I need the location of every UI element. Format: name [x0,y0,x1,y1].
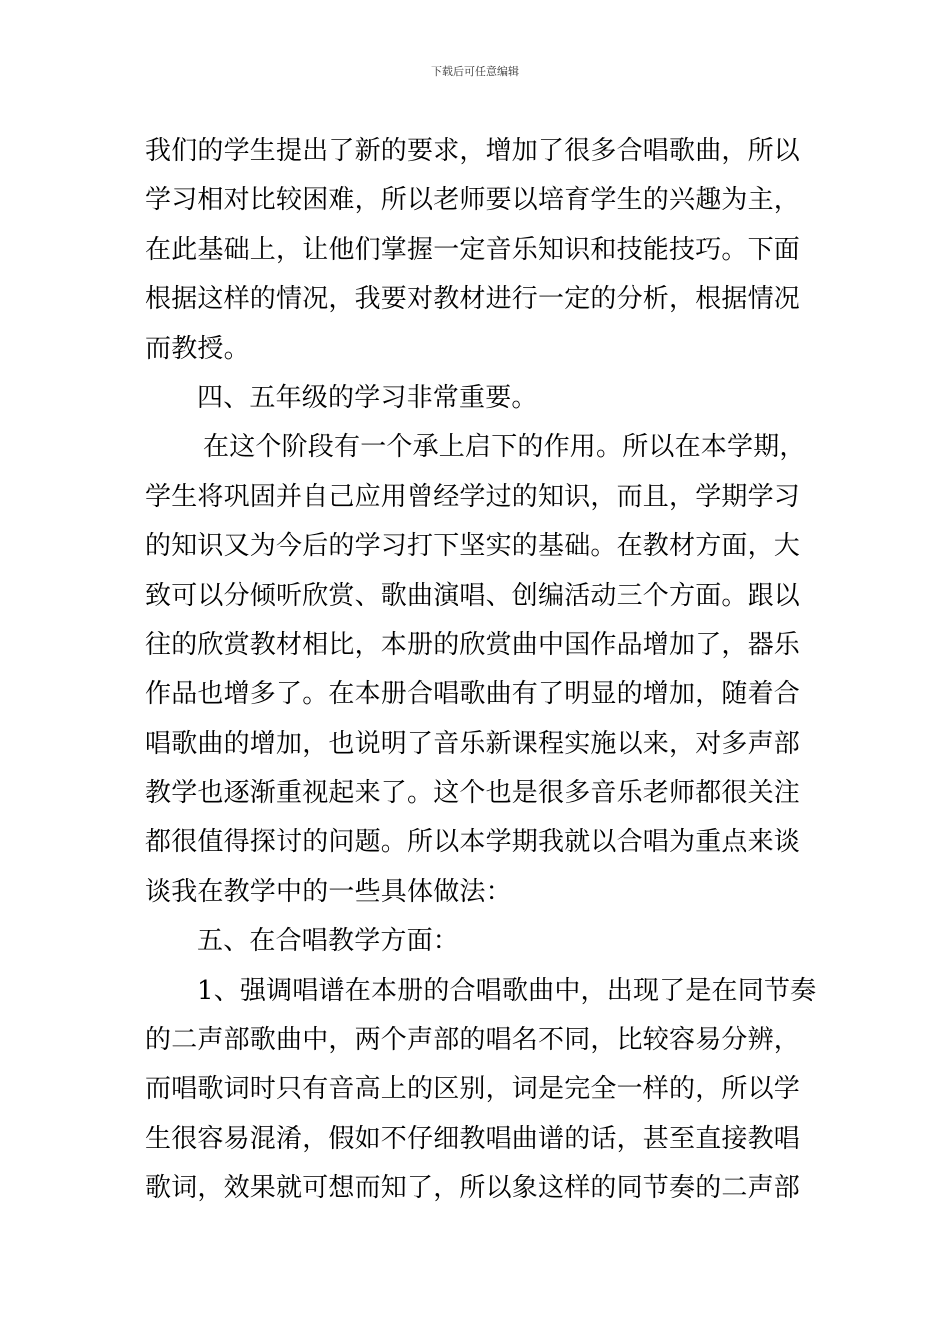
text-line: 唱歌曲的增加，也说明了音乐新课程实施以来，对多声部 [145,728,801,759]
text-line: 在此基础上，让他们掌握一定音乐知识和技能技巧。下面 [145,234,801,265]
list-item-1: 1、强调唱谱在本册的合唱歌曲中，出现了是在同节奏 [197,975,817,1006]
section-heading-4: 四、五年级的学习非常重要。 [197,382,538,413]
text-line: 都很值得探讨的问题。所以本学期我就以合唱为重点来谈 [145,827,801,858]
text-line: 歌词，效果就可想而知了，所以象这样的同节奏的二声部 [145,1173,801,1204]
page-header: 下载后可任意编辑 [431,65,519,78]
text-line: 学生将巩固并自己应用曾经学过的知识，而且，学期学习 [145,481,801,512]
text-line: 根据这样的情况，我要对教材进行一定的分析，根据情况 [145,284,801,315]
text-line: 的知识又为今后的学习打下坚实的基础。在教材方面，大 [145,531,801,562]
document-body [145,127,817,1214]
paragraph-start: 在这个阶段有一个承上启下的作用。所以在本学期， [203,432,806,463]
text-line: 而教授。 [145,333,250,364]
section-heading-5: 五、在合唱教学方面： [197,926,460,957]
text-line: 的二声部歌曲中，两个声部的唱名不同，比较容易分辨， [145,1025,801,1056]
text-line: 学习相对比较困难，所以老师要以培育学生的兴趣为主， [145,185,801,216]
text-line: 生很容易混淆，假如不仔细教唱曲谱的话，甚至直接教唱 [145,1123,801,1154]
text-line: 往的欣赏教材相比，本册的欣赏曲中国作品增加了，器乐 [145,629,801,660]
text-line: 教学也逐渐重视起来了。这个也是很多音乐老师都很关注 [145,778,801,809]
text-line: 致可以分倾听欣赏、歌曲演唱、创编活动三个方面。跟以 [145,580,801,611]
text-line: 谈我在教学中的一些具体做法： [145,876,512,907]
text-line: 作品也增多了。在本册合唱歌曲有了明显的增加，随着合 [145,679,801,710]
text-line: 而唱歌词时只有音高上的区别，词是完全一样的，所以学 [145,1074,801,1105]
text-line: 我们的学生提出了新的要求，增加了很多合唱歌曲，所以 [145,136,801,166]
